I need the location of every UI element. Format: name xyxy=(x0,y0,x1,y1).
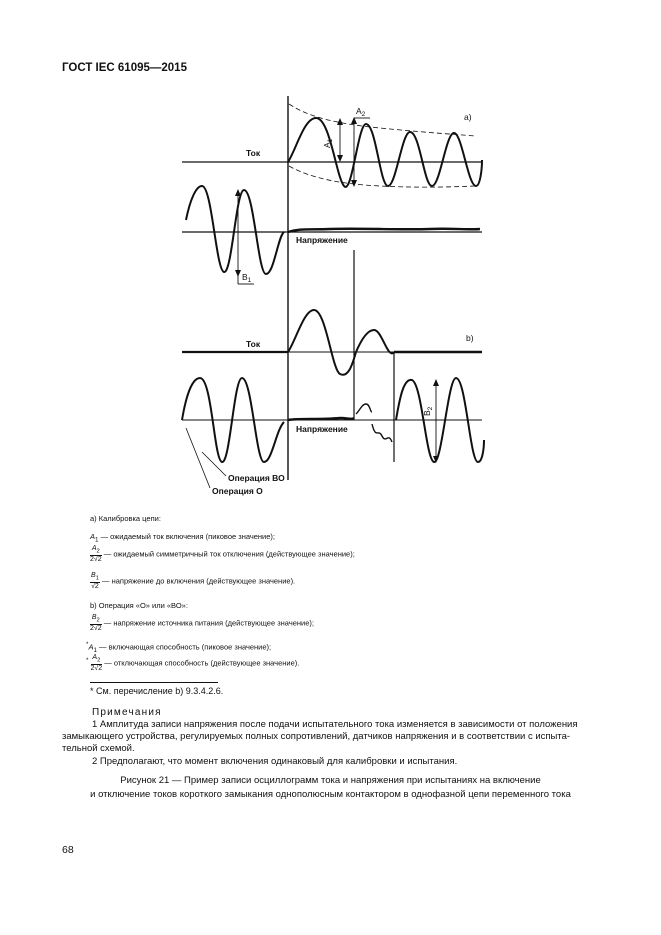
panel-label-b: b) xyxy=(466,333,474,343)
note-2: 2 Предполагают, что момент включения одинаковый для калибровки и испытания. xyxy=(92,756,458,767)
envelope-upper xyxy=(289,104,475,136)
note-1-line-3: тельной схемой. xyxy=(62,743,135,754)
transient-o xyxy=(372,424,392,442)
legend-star-a2: * $\frac{A_2}{2√2}$ — отключающая способность (действующее значение). xyxy=(86,654,300,673)
fraction-b1: $\frac{B_1}{√2}$ xyxy=(91,572,99,591)
footnote: * См. перечисление b) 9.3.4.2.6. xyxy=(90,686,224,696)
B2-label: $B_2$ xyxy=(422,406,434,416)
legend-b1: $\frac{B_1}{√2}$ — напряжение до включения (действующее значение). xyxy=(91,572,296,591)
figure-caption-line-2: и отключение токов короткого замыкания однополюсным контактором в однофазной цепи переменного тока xyxy=(90,789,571,800)
legend-a-title: a) Калибровка цепи: xyxy=(90,514,161,523)
voltage-label-a: Напряжение xyxy=(296,235,348,245)
fraction-b2: $\frac{B_2}{2√2}$ xyxy=(90,614,102,633)
current-wave-b xyxy=(288,310,394,375)
page-number: 68 xyxy=(62,844,74,856)
voltage-label-b: Напряжение xyxy=(296,424,348,434)
legend-b-title: b) Операция «О» или «ВО»: xyxy=(90,601,188,610)
legend-a1: $A_1$ — ожидаемый ток включения (пиковое значение); xyxy=(90,532,275,544)
footnote-rule xyxy=(90,682,218,683)
figure-caption-line-1: Рисунок 21 — Пример записи осциллограмм тока и напряжения при испытаниях на включение xyxy=(120,775,541,786)
A2-label: $A_2$ xyxy=(356,106,366,118)
legend-b2: $\frac{B_2}{2√2}$ — напряжение источника питания (действующее значение); xyxy=(90,614,314,633)
panel-label-a: a) xyxy=(464,112,472,122)
current-label-b: Ток xyxy=(246,339,261,349)
transient-bo xyxy=(356,404,372,414)
B1-label: $B_1$ xyxy=(242,272,252,284)
note-1-line-2: замыкающего устройства, регулируемых полных сопротивлений, датчиков напряжения и в соответствии с испыта- xyxy=(62,731,571,742)
document-header: ГОСТ IEC 61095—2015 xyxy=(62,62,187,74)
notes-title: Примечания xyxy=(92,707,162,718)
operation-bo-label: Операция ВО xyxy=(228,473,285,483)
fraction-star-a2: $\frac{A_2}{2√2}$ xyxy=(90,654,103,673)
operation-o-label: Операция О xyxy=(212,486,263,496)
current-label-a: Ток xyxy=(246,148,261,158)
legend-star-a1: $^*A_1$ — включающая способность (пиковое значение); xyxy=(86,641,272,654)
legend-a2: $\frac{A_2}{2√2}$ — ожидаемый симметричный ток отключения (действующее значение); xyxy=(90,545,355,564)
A1-label: $A_1$ xyxy=(322,138,334,148)
note-1-line-1: 1 Амплитуда записи напряжения после подачи испытательного тока изменяется в зависимости от положения xyxy=(92,719,578,730)
voltage-wave-a xyxy=(186,186,284,274)
fraction-a2: $\frac{A_2}{2√2}$ xyxy=(90,545,102,564)
